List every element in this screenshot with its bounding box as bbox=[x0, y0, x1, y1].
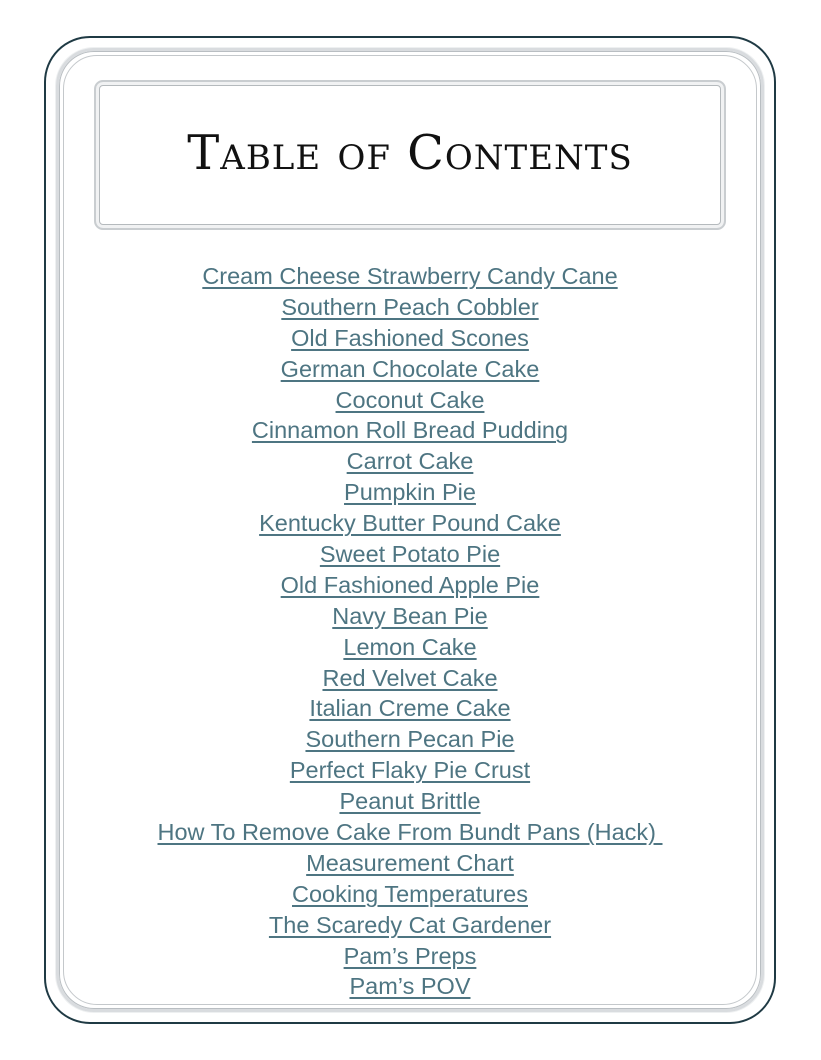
toc-item bbox=[64, 755, 756, 786]
toc-link-lemon-cake[interactable]: Lemon Cake bbox=[343, 633, 477, 660]
toc-link-cream-cheese-strawberry-candy-cane[interactable]: Cream Cheese Strawberry Candy Cane bbox=[202, 263, 618, 289]
toc-link-southern-peach-cobbler[interactable]: Southern Peach Cobbler bbox=[281, 293, 539, 320]
toc-link-pumpkin-pie[interactable]: Pumpkin Pie bbox=[344, 479, 476, 506]
toc-link-cooking-temperatures[interactable]: Cooking Temperatures bbox=[292, 880, 528, 907]
toc-item bbox=[64, 724, 756, 755]
toc-link-navy-bean-pie[interactable]: Navy Bean Pie bbox=[332, 602, 488, 629]
table-of-contents-list bbox=[64, 261, 756, 1002]
toc-link-peanut-brittle[interactable]: Peanut Brittle bbox=[339, 788, 481, 815]
toc-link-kentucky-butter-pound-cake[interactable]: Kentucky Butter Pound Cake bbox=[259, 510, 561, 537]
toc-item bbox=[64, 663, 756, 694]
toc-item bbox=[64, 323, 756, 354]
toc-link-coconut-cake[interactable]: Coconut Cake bbox=[335, 386, 485, 413]
toc-link-perfect-flaky-pie-crust[interactable]: Perfect Flaky Pie Crust bbox=[289, 757, 531, 784]
toc-item bbox=[64, 292, 756, 323]
toc-item bbox=[64, 786, 756, 817]
toc-item bbox=[64, 879, 756, 910]
page-title: Table of Contents bbox=[187, 125, 633, 181]
toc-link-red-velvet-cake[interactable]: Red Velvet Cake bbox=[322, 664, 498, 691]
toc-link-scaredy-cat-gardener[interactable]: The Scaredy Cat Gardener bbox=[268, 911, 552, 938]
toc-link-measurement-chart[interactable]: Measurement Chart bbox=[306, 849, 514, 876]
toc-link-old-fashioned-apple-pie[interactable]: Old Fashioned Apple Pie bbox=[280, 571, 540, 598]
toc-item bbox=[64, 508, 756, 539]
toc-link-pams-preps[interactable]: Pam’s Preps bbox=[343, 942, 477, 969]
toc-link-cinnamon-roll-bread-pudding[interactable]: Cinnamon Roll Bread Pudding bbox=[251, 417, 569, 444]
toc-item bbox=[64, 817, 756, 848]
toc-link-carrot-cake[interactable]: Carrot Cake bbox=[346, 448, 474, 475]
toc-item bbox=[64, 848, 756, 879]
toc-link-italian-creme-cake[interactable]: Italian Creme Cake bbox=[309, 695, 511, 722]
toc-link-sweet-potato-pie[interactable]: Sweet Potato Pie bbox=[319, 541, 501, 568]
toc-link-old-fashioned-scones[interactable]: Old Fashioned Scones bbox=[291, 324, 529, 351]
toc-item bbox=[64, 971, 756, 1002]
title-box bbox=[94, 80, 726, 230]
toc-link-pams-pov[interactable]: Pam’s POV bbox=[349, 973, 471, 1000]
toc-item bbox=[64, 539, 756, 570]
toc-item bbox=[64, 446, 756, 477]
toc-item bbox=[64, 385, 756, 416]
toc-item bbox=[64, 693, 756, 724]
toc-link-german-chocolate-cake[interactable]: German Chocolate Cake bbox=[280, 355, 540, 382]
toc-item bbox=[64, 415, 756, 446]
toc-item bbox=[64, 570, 756, 601]
toc-item bbox=[64, 601, 756, 632]
toc-item bbox=[64, 354, 756, 385]
toc-link-southern-pecan-pie[interactable]: Southern Pecan Pie bbox=[305, 726, 515, 753]
toc-item bbox=[64, 477, 756, 508]
toc-item bbox=[64, 261, 756, 292]
toc-link-remove-cake-from-bundt-pans[interactable]: How To Remove Cake From Bundt Pans (Hack) bbox=[157, 819, 663, 846]
toc-item bbox=[64, 910, 756, 941]
toc-item bbox=[64, 632, 756, 663]
toc-item bbox=[64, 941, 756, 972]
